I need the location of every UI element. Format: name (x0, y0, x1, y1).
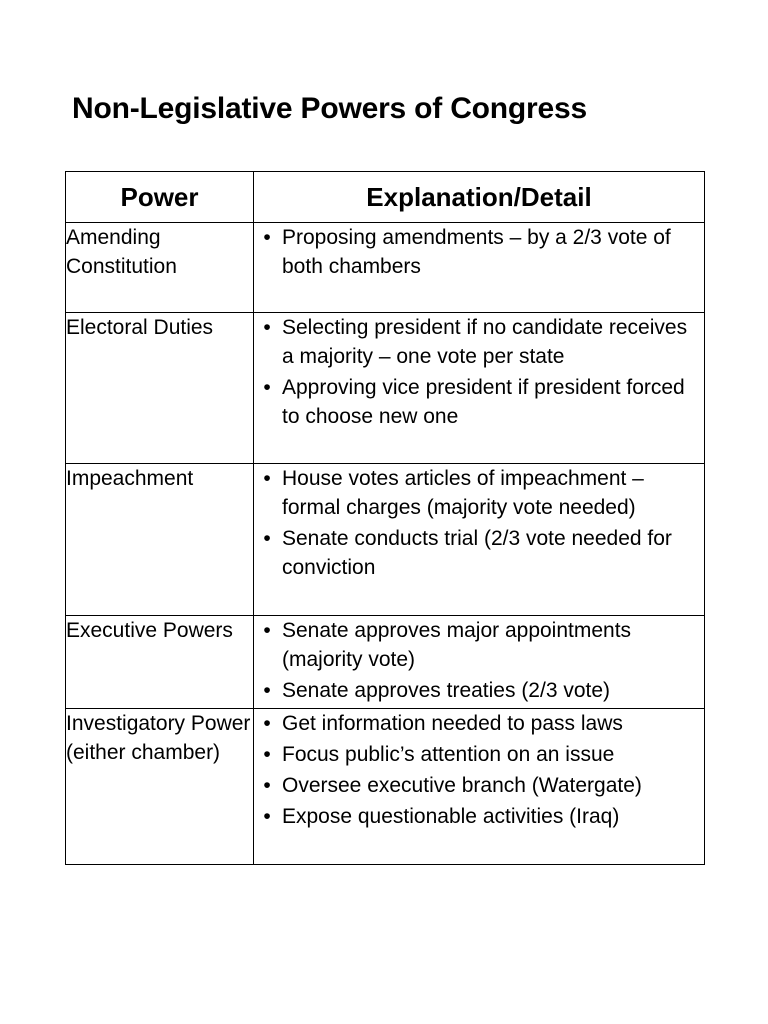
detail-list (254, 709, 704, 831)
detail-list (254, 464, 704, 582)
list-item (254, 676, 704, 705)
powers-table (65, 171, 705, 865)
bullet-icon: • (263, 376, 271, 399)
detail-text: Senate conducts trial (2/3 vote needed for conviction (282, 527, 672, 579)
bullet-icon: • (263, 712, 271, 735)
detail-cell (254, 223, 705, 313)
list-item (254, 464, 704, 522)
bullet-icon: • (263, 743, 271, 766)
bullet-icon: • (263, 527, 271, 550)
bullet-icon: • (263, 679, 271, 702)
detail-text: Selecting president if no candidate receives a majority – one vote per state (282, 316, 688, 368)
detail-text: Focus public’s attention on an issue (282, 743, 615, 766)
bullet-icon: • (263, 619, 271, 642)
list-item (254, 802, 704, 831)
detail-text: Oversee executive branch (Watergate) (282, 774, 642, 797)
power-cell: Investigatory Power (either chamber) (66, 709, 254, 865)
list-item (254, 709, 704, 738)
table-row (66, 223, 705, 313)
list-item (254, 223, 704, 281)
list-item (254, 373, 704, 431)
bullet-icon: • (263, 226, 271, 249)
detail-text: Get information needed to pass laws (282, 712, 623, 735)
bullet-icon: • (263, 805, 271, 828)
bullet-icon: • (263, 774, 271, 797)
bullet-icon: • (263, 316, 271, 339)
detail-text: Approving vice president if president forced to choose new one (282, 376, 685, 428)
header-power: Power (66, 172, 254, 223)
power-cell: Impeachment (66, 464, 254, 616)
power-cell: Electoral Duties (66, 313, 254, 464)
detail-list (254, 313, 704, 431)
table-header-row (66, 172, 705, 223)
bullet-icon: • (263, 467, 271, 490)
power-cell: Amending Constitution (66, 223, 254, 313)
detail-text: Expose questionable activities (Iraq) (282, 805, 620, 828)
detail-text: House votes articles of impeachment – formal charges (majority vote needed) (282, 467, 644, 519)
detail-text: Senate approves treaties (2/3 vote) (282, 679, 611, 702)
list-item (254, 524, 704, 582)
detail-list (254, 616, 704, 705)
detail-text: Proposing amendments – by a 2/3 vote of both chambers (282, 226, 671, 278)
list-item (254, 740, 704, 769)
header-explanation: Explanation/Detail (254, 172, 705, 223)
detail-cell (254, 464, 705, 616)
detail-cell (254, 709, 705, 865)
table-row (66, 313, 705, 464)
table-row (66, 464, 705, 616)
list-item (254, 616, 704, 674)
detail-text: Senate approves major appointments (majority vote) (282, 619, 632, 671)
detail-cell (254, 313, 705, 464)
detail-cell (254, 616, 705, 709)
list-item (254, 313, 704, 371)
power-cell: Executive Powers (66, 616, 254, 709)
table-row (66, 616, 705, 709)
table-row (66, 709, 705, 865)
page-title: Non-Legislative Powers of Congress (72, 92, 587, 125)
detail-list (254, 223, 704, 281)
list-item (254, 771, 704, 800)
